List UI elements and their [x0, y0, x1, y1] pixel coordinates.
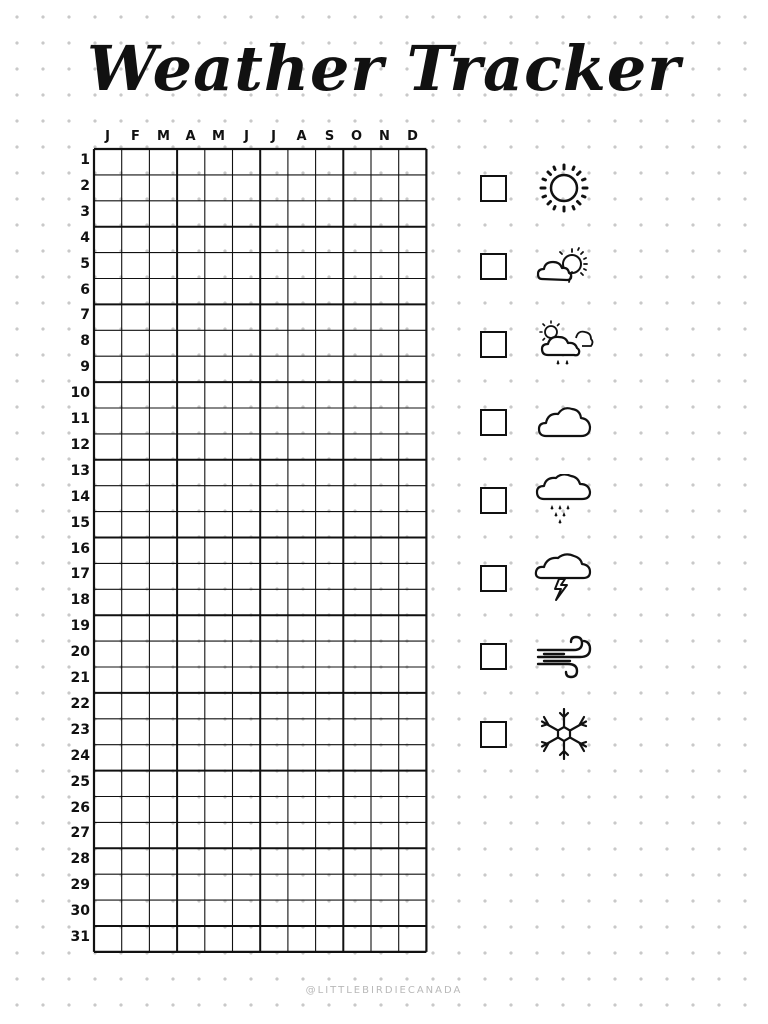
sun-cloud-rain-icon	[534, 318, 594, 370]
legend-checkbox[interactable]	[480, 331, 507, 358]
month-label-sep: S	[324, 129, 335, 144]
month-label-apr: A	[185, 129, 196, 144]
day-label: 25	[70, 773, 90, 790]
cloud-icon	[534, 396, 594, 448]
day-label: 14	[70, 488, 90, 505]
partly-cloudy-icon	[534, 240, 594, 292]
legend-row-cloudy	[478, 396, 608, 448]
month-label-nov: N	[379, 129, 390, 144]
day-label: 6	[80, 281, 90, 298]
day-label: 29	[70, 877, 90, 894]
day-label: 3	[80, 203, 90, 220]
legend-row-snow	[478, 708, 608, 760]
legend-row-rain	[478, 474, 608, 526]
day-label: 23	[70, 721, 90, 738]
legend-row-thunderstorm	[478, 552, 608, 604]
day-label: 16	[70, 540, 90, 557]
day-label: 19	[70, 618, 90, 635]
day-label: 22	[70, 695, 90, 712]
legend-checkbox[interactable]	[480, 643, 507, 670]
legend-checkbox[interactable]	[480, 253, 507, 280]
day-label: 24	[70, 747, 90, 764]
day-label: 30	[70, 903, 90, 920]
month-label-oct: O	[350, 129, 363, 144]
day-label: 27	[70, 825, 90, 842]
legend-row-windy	[478, 630, 608, 682]
legend-row-sun-cloud-rain	[478, 318, 608, 370]
sun-icon	[534, 162, 594, 214]
day-label: 8	[80, 333, 90, 350]
legend-checkbox[interactable]	[480, 175, 507, 202]
month-label-feb: F	[131, 129, 140, 144]
legend-row-sun	[478, 162, 608, 214]
day-label: 17	[70, 566, 90, 583]
month-label-jun: J	[244, 129, 249, 144]
legend-checkbox[interactable]	[480, 721, 507, 748]
legend-row-partly-cloudy	[478, 240, 608, 292]
month-label-jan: J	[105, 129, 110, 144]
day-label: 18	[70, 592, 90, 609]
day-label: 21	[70, 670, 90, 686]
day-label: 12	[70, 436, 90, 453]
wind-icon	[534, 630, 594, 682]
day-label: 28	[70, 851, 90, 868]
credit-watermark: @LITTLEBIRDIECANADA	[305, 985, 463, 996]
day-label: 7	[80, 307, 90, 324]
month-label-dec: D	[407, 129, 418, 144]
month-label-jul: J	[271, 129, 276, 144]
day-label: 10	[70, 385, 90, 402]
month-label-may: M	[212, 129, 225, 144]
page-title: Weather Tracker	[87, 32, 681, 105]
day-label: 1	[80, 152, 90, 168]
legend-checkbox[interactable]	[480, 487, 507, 514]
day-label: 13	[70, 462, 90, 479]
day-label: 20	[70, 644, 90, 661]
legend-checkbox[interactable]	[480, 409, 507, 436]
thunderstorm-icon	[534, 552, 594, 604]
rain-icon	[534, 474, 594, 526]
snowflake-icon	[534, 708, 594, 760]
day-label: 15	[70, 514, 90, 531]
day-label: 31	[70, 929, 90, 945]
day-label: 11	[70, 411, 90, 427]
day-label: 9	[80, 359, 90, 376]
month-label-mar: M	[157, 129, 170, 144]
day-label: 2	[80, 177, 90, 194]
day-label: 4	[80, 229, 90, 246]
day-label: 5	[80, 255, 90, 272]
month-label-aug: A	[296, 129, 307, 144]
day-label: 26	[70, 799, 90, 816]
legend-checkbox[interactable]	[480, 565, 507, 592]
